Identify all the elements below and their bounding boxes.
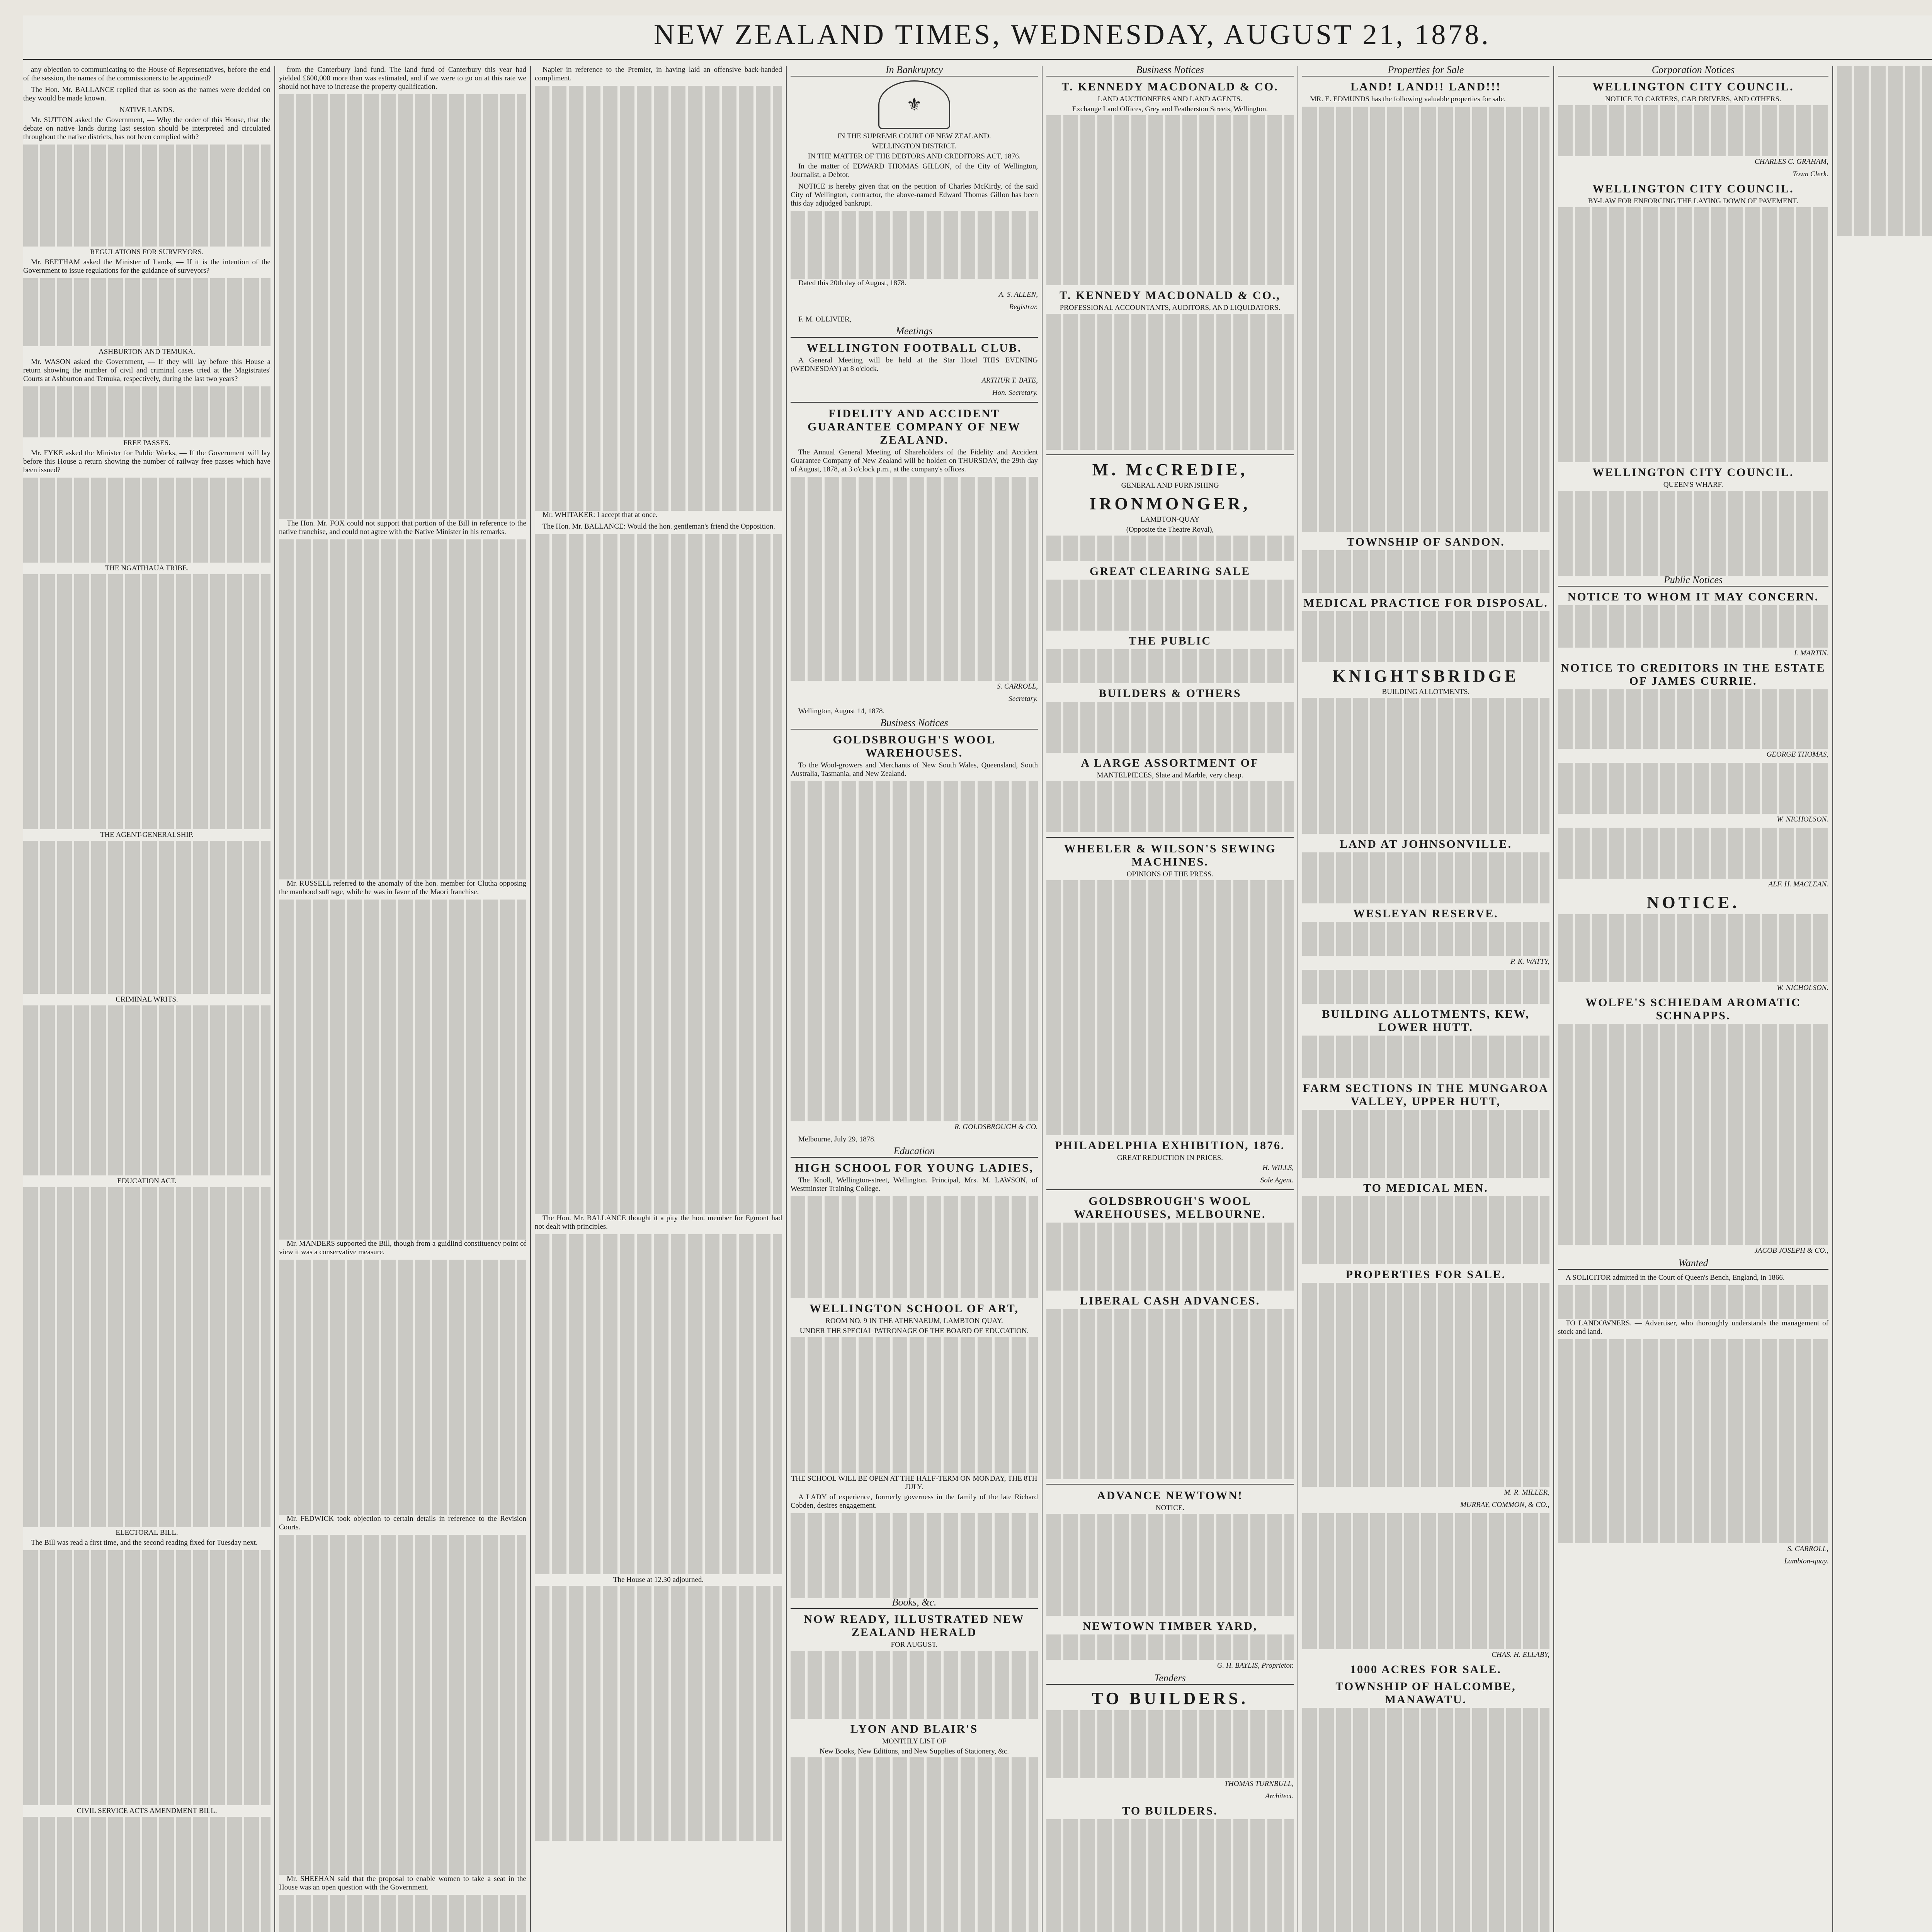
column-rule [1553, 66, 1554, 1932]
matter-title: IN THE MATTER OF THE DEBTORS AND CREDITORS ACT, 1876. [808, 152, 1021, 160]
news-paragraph: Mr. FYKE asked the Minister for Public Works, — If the Government will lay before this House a return showing the number of railway free passes which have been issued? [23, 449, 270, 474]
ad-body: OPINIONS OF THE PRESS. [1126, 870, 1214, 878]
news-paragraph: The Hon. Mr. BALLANCE replied that as soon as the names were decided on they would be made known. [23, 86, 270, 102]
district-name: WELLINGTON DISTRICT. [872, 142, 957, 150]
ad-body: THE SCHOOL WILL BE OPEN AT THE HALF-TERM ON MONDAY, THE 8TH JULY. [791, 1475, 1037, 1491]
ad-body: A SOLICITOR admitted in the Court of Queen's Bench, England, in 1866. [1566, 1274, 1785, 1282]
ad-body: MONTHLY LIST OF [882, 1737, 946, 1745]
column-rule [786, 66, 787, 1932]
ad-heading: PHILADELPHIA EXHIBITION, 1876. [1055, 1139, 1285, 1152]
signature: ALF. H. MACLEAN. [1768, 880, 1828, 888]
signature-role: Secretary. [1009, 695, 1038, 703]
ad-body: A LADY of experience, formerly governess in the family of the late Richard Cobden, desires engagement. [791, 1493, 1038, 1510]
ads-column-6 [1302, 66, 1549, 1932]
section-header: Properties for Sale [1302, 66, 1549, 77]
news-subhead: EDUCATION ACT. [117, 1177, 177, 1185]
news-paragraph: any objection to communicating to the House of Representatives, before the end of the session, the names of the commissioners to be appointed? [23, 66, 270, 82]
ad-body: To the Wool-growers and Merchants of New South Wales, Queensland, South Australia, Tasmania, and New Zealand. [791, 761, 1038, 778]
ad-heading: ADVANCE NEWTOWN! [1097, 1489, 1243, 1502]
ad-heading: LAND! LAND!! LAND!!! [1350, 80, 1501, 93]
news-paragraph: from the Canterbury land fund. The land fund of Canterbury this year had yielded £600,000 more than was estimated, and if we were to go on at this rate we should not have to increase the property qualification. [279, 66, 526, 91]
ads-column-5 [1046, 66, 1294, 1932]
news-paragraph: The Hon. Mr. BALLANCE thought it a pity the hon. member for Egmont had not dealt with principles. [535, 1214, 782, 1231]
section-header: Corporation Notices [1558, 66, 1828, 77]
ad-heading: T. KENNEDY MACDONALD & CO. [1061, 80, 1279, 93]
ad-heading: WELLINGTON CITY COUNCIL. [1592, 466, 1794, 479]
signature-role: Sole Agent. [1260, 1176, 1294, 1184]
signature: JACOB JOSEPH & CO., [1754, 1247, 1828, 1255]
signature-role: Town Clerk. [1793, 170, 1828, 178]
news-subhead: FREE PASSES. [123, 439, 170, 447]
ad-body: QUEEN'S WHARF. [1663, 481, 1723, 489]
debtor-text: In the matter of EDWARD THOMAS GILLON, of the City of Wellington, Journalist, a Debtor. [791, 162, 1038, 179]
news-paragraph: Mr. WASON asked the Government, — If they will lay before this House a return showing the number of civil and criminal cases tried at the Magistrates' Courts at Ashburton and Temuka, respectively, during the last two years? [23, 358, 270, 383]
ad-body: (Opposite the Theatre Royal), [1126, 526, 1214, 534]
ad-heading: WELLINGTON CITY COUNCIL. [1592, 80, 1794, 93]
section-header: Education [791, 1147, 1038, 1158]
ad-location: Lambton-quay. [1784, 1557, 1828, 1565]
signature: THOMAS TURNBULL, [1224, 1780, 1294, 1788]
news-subhead: CRIMINAL WRITS. [116, 995, 178, 1003]
signature: MURRAY, COMMON, & CO., [1460, 1501, 1549, 1509]
ad-body: New Books, New Editions, and New Supplies of Stationery, &c. [819, 1747, 1009, 1755]
ad-heading: TOWNSHIP OF SANDON. [1347, 536, 1505, 548]
signature-role: Registrar. [1009, 303, 1038, 311]
signature: H. WILLS, [1262, 1164, 1294, 1172]
ad-heading: BUILDING ALLOTMENTS, KEW, LOWER HUTT. [1322, 1008, 1530, 1034]
signature: P. K. WATTY, [1510, 957, 1549, 966]
ad-heading: HIGH SCHOOL FOR YOUNG LADIES, [794, 1162, 1034, 1174]
signature: W. NICHOLSON. [1777, 984, 1828, 992]
section-header: Tenders [1046, 1674, 1294, 1685]
signature: S. CARROLL, [997, 682, 1038, 690]
news-paragraph: Mr. MANDERS supported the Bill, though from a guidlind constituency point of view it was a conservative measure. [279, 1240, 526, 1256]
ad-heading: FARM SECTIONS IN THE MUNGAROA VALLEY, UPPER HUTT, [1303, 1082, 1549, 1108]
ad-heading: THE PUBLIC [1128, 634, 1212, 647]
ad-heading: LAND AT JOHNSONVILLE. [1339, 838, 1512, 850]
ad-heading: A LARGE ASSORTMENT OF [1081, 757, 1259, 769]
ad-heading: NOW READY, ILLUSTRATED NEW ZEALAND HERALD [804, 1613, 1025, 1639]
ad-body: LAND AUCTIONEERS AND LAND AGENTS. [1097, 95, 1243, 103]
newspaper-page [23, 15, 1932, 1932]
ad-heading: PROPERTIES FOR SALE. [1345, 1268, 1506, 1281]
news-column-2 [279, 66, 526, 1932]
ad-heading: NOTICE. [1646, 893, 1740, 912]
ad-body: BY-LAW FOR ENFORCING THE LAYING DOWN OF PAVEMENT. [1588, 197, 1799, 205]
ad-heading: MEDICAL PRACTICE FOR DISPOSAL. [1303, 597, 1548, 609]
section-header: Public Notices [1558, 576, 1828, 587]
ad-heading: TO MEDICAL MEN. [1363, 1182, 1488, 1194]
signature: CHAS. H. ELLABY, [1492, 1651, 1549, 1659]
ad-body: FOR AUGUST. [891, 1641, 938, 1649]
ad-body: The Knoll, Wellington-street, Wellington. Principal, Mrs. M. LAWSON, of Westminster Training College. [791, 1176, 1038, 1193]
news-paragraph: Mr. FEDWICK took objection to certain details in reference to the Revision Courts. [279, 1515, 526, 1531]
ad-body: Exchange Land Offices, Grey and Featherston Streets, Wellington. [1072, 105, 1268, 113]
ad-body: PROFESSIONAL ACCOUNTANTS, AUDITORS, AND LIQUIDATORS. [1060, 304, 1281, 312]
signature: I. MARTIN. [1794, 649, 1828, 657]
ad-date: Melbourne, July 29, 1878. [798, 1135, 876, 1143]
news-paragraph: The Bill was read a first time, and the second reading fixed for Tuesday next. [31, 1539, 258, 1547]
ad-body: ROOM NO. 9 IN THE ATHENAEUM, LAMBTON QUAY. [825, 1317, 1003, 1325]
news-subhead: CIVIL SERVICE ACTS AMENDMENT BILL. [77, 1807, 217, 1815]
column-rule [1042, 66, 1043, 1932]
ad-body: MR. E. EDMUNDS has the following valuable properties for sale. [1310, 95, 1506, 103]
signature: CHARLES C. GRAHAM, [1754, 158, 1828, 166]
ad-heading: 1000 ACRES FOR SALE. [1350, 1663, 1502, 1676]
ad-heading: WELLINGTON SCHOOL OF ART, [810, 1302, 1019, 1315]
ads-column-4 [791, 66, 1038, 1932]
section-header: Meetings [791, 327, 1038, 338]
ad-heading: BUILDERS & OTHERS [1099, 687, 1242, 700]
ad-body: The Annual General Meeting of Shareholders of the Fidelity and Accident Guarantee Company of New Zealand will be holden on THURSDAY, the 29th day of August, 1878, at 3 o'clock p.m., at the company's offices. [791, 448, 1038, 473]
signature: W. NICHOLSON. [1777, 815, 1828, 823]
news-subhead: THE AGENT-GENERALSHIP. [100, 831, 194, 839]
ad-heading: KNIGHTSBRIDGE [1332, 667, 1519, 685]
ad-heading: GOLDSBROUGH'S WOOL WAREHOUSES. [833, 733, 996, 759]
ad-heading: GOLDSBROUGH'S WOOL WAREHOUSES, MELBOURNE. [1074, 1195, 1266, 1221]
notice-date: Dated this 20th day of August, 1878. [798, 279, 906, 287]
signature-role: Hon. Secretary. [992, 389, 1038, 397]
signature: A. S. ALLEN, [998, 291, 1038, 299]
news-paragraph: The Hon. Mr. BALLANCE: Would the hon. gentleman's friend the Opposition. [543, 522, 776, 531]
news-column-3 [535, 66, 782, 1932]
section-header: Business Notices [791, 719, 1038, 730]
news-column-1 [23, 66, 270, 1932]
ads-column-7 [1558, 66, 1828, 1932]
news-subhead: REGULATIONS FOR SURVEYORS. [90, 248, 204, 256]
ad-body: NOTICE TO CARTERS, CAB DRIVERS, AND OTHERS. [1605, 95, 1781, 103]
news-paragraph: Mr. RUSSELL referred to the anomaly of the hon. member for Clutha opposing the manhood suffrage, while he was in favor of the Maori franchise. [279, 879, 526, 896]
ad-heading: GREAT CLEARING SALE [1090, 565, 1250, 578]
news-paragraph: Mr. SUTTON asked the Government, — Why the order of this House, that the debate on native lands during last session should be interpreted and circulated throughout the native districts, has not been complied with? [23, 116, 270, 141]
news-paragraph: The House at 12.30 adjourned. [613, 1576, 704, 1584]
news-paragraph: Napier in reference to the Premier, in having laid an offensive back-handed compliment. [535, 66, 782, 82]
ad-body: TO LANDOWNERS. — Advertiser, who thoroughly understands the management of stock and land. [1558, 1319, 1828, 1336]
ad-heading: M. McCREDIE, [1092, 460, 1248, 479]
ad-heading: TO BUILDERS. [1122, 1804, 1218, 1817]
news-subhead: NATIVE LANDS. [119, 106, 174, 114]
ad-body: BUILDING ALLOTMENTS. [1382, 688, 1470, 696]
ad-heading: FIDELITY AND ACCIDENT GUARANTEE COMPANY OF NEW ZEALAND. [808, 407, 1021, 446]
news-paragraph: The Hon. Mr. FOX could not support that portion of the Bill in reference to the native franchise, and could not agree with the Native Minister in his remarks. [279, 519, 526, 536]
notice-body: NOTICE is hereby given that on the petition of Charles McKirdy, of the said City of Wellington, contractor, the above-named Edward Thomas Gillon has been this day adjudged bankrupt. [791, 182, 1038, 207]
court-name: IN THE SUPREME COURT OF NEW ZEALAND. [837, 132, 991, 140]
ad-heading: NOTICE TO CREDITORS IN THE ESTATE OF JAMES CURRIE. [1561, 662, 1826, 687]
signature-role: Architect. [1265, 1792, 1294, 1800]
ads-column-8 [1837, 66, 1932, 1932]
ad-body: A General Meeting will be held at the Star Hotel THIS EVENING (WEDNESDAY) at 8 o'clock. [791, 356, 1038, 373]
ad-heading: T. KENNEDY MACDONALD & CO., [1060, 289, 1281, 302]
ad-heading: TOWNSHIP OF HALCOMBE, MANAWATU. [1335, 1680, 1516, 1706]
signature: ARTHUR T. BATE, [981, 376, 1038, 384]
ad-heading: LIBERAL CASH ADVANCES. [1080, 1294, 1260, 1307]
ad-body: GENERAL AND FURNISHING [1121, 481, 1219, 490]
ad-heading: NEWTOWN TIMBER YARD, [1082, 1620, 1258, 1633]
ad-heading: IRONMONGER, [1089, 494, 1251, 513]
news-paragraph: Mr. BEETHAM asked the Minister of Lands, — If it is the intention of the Government to issue regulations for the guidance of surveyors? [23, 258, 270, 275]
section-header: Books, &c. [791, 1598, 1038, 1609]
signature: R. GOLDSBROUGH & CO. [954, 1123, 1038, 1131]
ad-heading: TO BUILDERS. [1092, 1689, 1248, 1708]
signature: GEORGE THOMAS, [1766, 750, 1828, 759]
news-subhead: THE NGATIHAUA TRIBE. [105, 564, 189, 572]
ad-heading: LYON AND BLAIR'S [850, 1723, 978, 1735]
ad-heading: WHEELER & WILSON'S SEWING MACHINES. [1064, 842, 1276, 868]
ad-body: LAMBTON-QUAY [1140, 515, 1200, 524]
ad-heading: WELLINGTON CITY COUNCIL. [1592, 182, 1794, 195]
column-rule [274, 66, 275, 1932]
signature: M. R. MILLER, [1504, 1488, 1549, 1497]
signature: S. CARROLL, [1787, 1545, 1828, 1553]
ad-heading: WELLINGTON FOOTBALL CLUB. [806, 342, 1022, 354]
section-header: Business Notices [1046, 66, 1294, 77]
royal-arms-icon: ⚜ [878, 80, 950, 129]
ad-heading: WESLEYAN RESERVE. [1353, 907, 1498, 920]
ad-body: MANTELPIECES, Slate and Marble, very cheap. [1097, 771, 1243, 779]
news-paragraph: Mr. SHEEHAN said that the proposal to enable women to take a seat in the House was an open question with the Government. [279, 1875, 526, 1891]
section-header: In Bankruptcy [791, 66, 1038, 77]
ad-body: GREAT REDUCTION IN PRICES. [1117, 1154, 1223, 1162]
signature: G. H. BAYLIS, Proprietor. [1217, 1662, 1294, 1670]
column-rule [1832, 66, 1833, 1932]
news-paragraph: Mr. WHITAKER: I accept that at once. [543, 511, 658, 519]
ad-body: NOTICE. [1155, 1504, 1185, 1512]
masthead: NEW ZEALAND TIMES, WEDNESDAY, AUGUST 21, 1878. [654, 19, 1491, 51]
masthead-rule [23, 59, 1932, 60]
ad-date: Wellington, August 14, 1878. [798, 707, 885, 715]
news-subhead: ELECTORAL BILL. [116, 1529, 178, 1537]
section-header: Wanted [1558, 1259, 1828, 1270]
news-subhead: ASHBURTON AND TEMUKA. [99, 348, 195, 356]
column-rule [530, 66, 531, 1932]
ad-heading: WOLFE'S SCHIEDAM AROMATIC SCHNAPPS. [1585, 996, 1801, 1022]
ad-heading: NOTICE TO WHOM IT MAY CONCERN. [1567, 590, 1819, 603]
ad-body: UNDER THE SPECIAL PATRONAGE OF THE BOARD OF EDUCATION. [799, 1327, 1029, 1335]
solicitor: F. M. OLLIVIER, [798, 315, 852, 323]
